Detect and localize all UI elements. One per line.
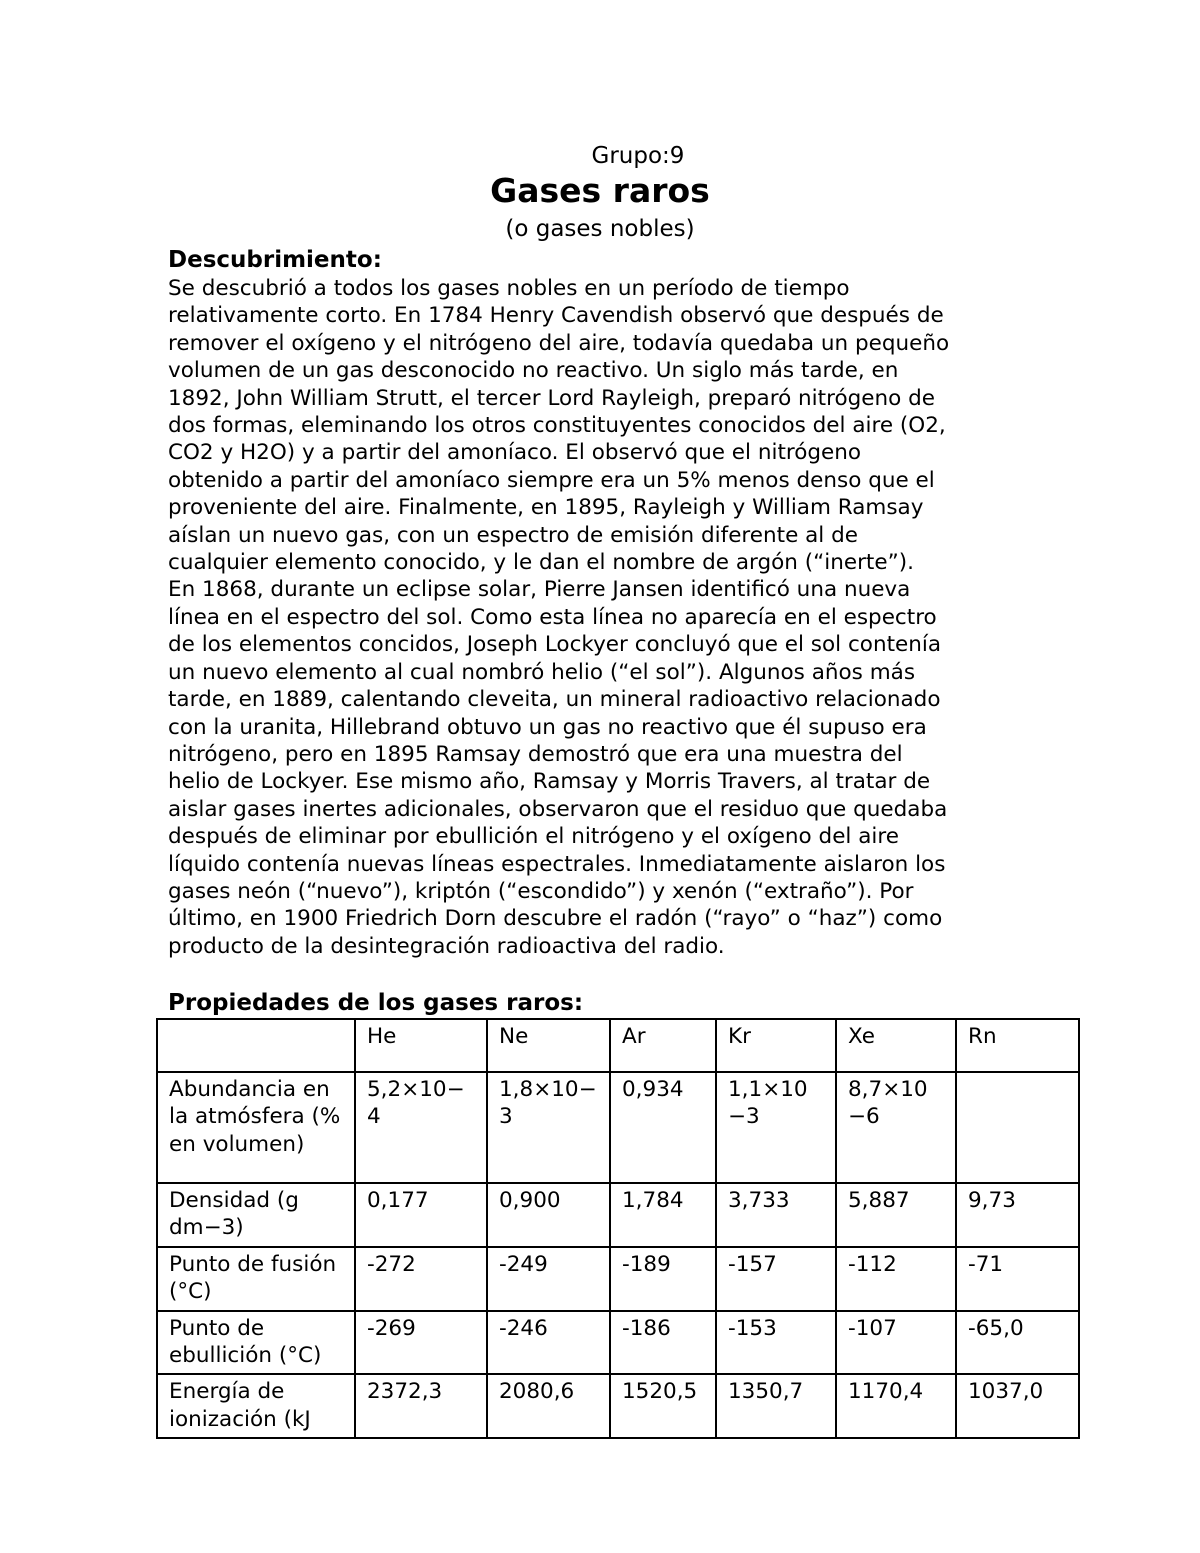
table-cell: 1350,7 — [716, 1374, 836, 1438]
document-subtitle: (o gases nobles) — [505, 216, 695, 242]
header-cell-kr: Kr — [716, 1019, 836, 1072]
paragraph-line: CO2 y H2O) y a partir del amoníaco. El observó que el nitrógeno — [168, 440, 862, 466]
table-cell: -107 — [836, 1311, 956, 1375]
paragraph-line: volumen de un gas desconocido no reactivo. Un siglo más tarde, en — [168, 358, 899, 384]
table-cell: 1,8×10−3 — [487, 1072, 610, 1183]
table-cell: 1037,0 — [956, 1374, 1079, 1438]
table-cell: 0,177 — [355, 1183, 487, 1247]
table-cell: 1,1×10−3 — [716, 1072, 836, 1183]
paragraph-line: obtenido a partir del amoníaco siempre era un 5% menos denso que el — [168, 467, 935, 493]
table-cell: -112 — [836, 1247, 956, 1311]
table-cell: 0,934 — [610, 1072, 716, 1183]
table-cell: 2080,6 — [487, 1374, 610, 1438]
paragraph-line: proveniente del aire. Finalmente, en 1895, Rayleigh y William Ramsay — [168, 495, 924, 521]
table-row-melting-point — [157, 1247, 1079, 1311]
row-label: Punto de ebullición (°C) — [157, 1311, 355, 1375]
paragraph-line: relativamente corto. En 1784 Henry Cavendish observó que después de — [168, 303, 944, 329]
paragraph-line: cualquier elemento conocido, y le dan el nombre de argón (“inerte”). — [168, 550, 914, 576]
table-cell: 5,2×10−4 — [355, 1072, 487, 1183]
table-cell: -269 — [355, 1311, 487, 1375]
paragraph-line: 1892, John William Strutt, el tercer Lord Rayleigh, preparó nitrógeno de — [168, 385, 935, 411]
paragraph-line: producto de la desintegración radioactiva del radio. — [168, 933, 725, 959]
document-title: Gases raros — [490, 171, 710, 210]
table-row-ionization-energy — [157, 1374, 1079, 1438]
table-cell: 1170,4 — [836, 1374, 956, 1438]
table-cell: -249 — [487, 1247, 610, 1311]
paragraph-line: helio de Lockyer. Ese mismo año, Ramsay y Morris Travers, al tratar de — [168, 769, 931, 795]
discovery-paragraph — [168, 275, 1048, 960]
table-cell: 3,733 — [716, 1183, 836, 1247]
paragraph-line: Se descubrió a todos los gases nobles en un período de tiempo — [168, 276, 850, 301]
table-row-abundance — [157, 1072, 1079, 1183]
properties-heading: Propiedades de los gases raros: — [168, 990, 584, 1016]
discovery-heading: Descubrimiento: — [168, 247, 382, 273]
paragraph-line: línea en el espectro del sol. Como esta línea no aparecía en el espectro — [168, 604, 937, 630]
table-cell: -272 — [355, 1247, 487, 1311]
row-label: Densidad (g dm−3) — [157, 1183, 355, 1247]
table-cell: -189 — [610, 1247, 716, 1311]
paragraph-line: último, en 1900 Friedrich Dorn descubre el radón (“rayo” o “haz”) como — [168, 906, 943, 932]
header-cell-ar: Ar — [610, 1019, 716, 1072]
table-row-boiling-point — [157, 1311, 1079, 1375]
header-cell-empty — [157, 1019, 355, 1072]
table-cell: 9,73 — [956, 1183, 1079, 1247]
paragraph-line: tarde, en 1889, calentando cleveita, un mineral radioactivo relacionado — [168, 687, 941, 713]
table-row-density — [157, 1183, 1079, 1247]
table-cell: -186 — [610, 1311, 716, 1375]
paragraph-line: dos formas, eleminando los otros constituyentes conocidos del aire (O2, — [168, 413, 946, 439]
group-number: Grupo:9 — [591, 143, 685, 169]
table-cell: -246 — [487, 1311, 610, 1375]
row-label: Energía de ionización (kJ — [157, 1374, 355, 1438]
row-label: Abundancia en la atmósfera (% en volumen) — [157, 1072, 355, 1183]
properties-table — [156, 1018, 1080, 1439]
paragraph-line: nitrógeno, pero en 1895 Ramsay demostró que era una muestra del — [168, 741, 903, 767]
table-cell: 2372,3 — [355, 1374, 487, 1438]
paragraph-line: gases neón (“nuevo”), kriptón (“escondido”) y xenón (“extraño”). Por — [168, 878, 914, 904]
paragraph-line: líquido contenía nuevas líneas espectrales. Inmediatamente aislaron los — [168, 851, 946, 877]
table-cell: 1,784 — [610, 1183, 716, 1247]
row-label: Punto de fusión (°C) — [157, 1247, 355, 1311]
paragraph-line: de los elementos concidos, Joseph Lockyer concluyó que el sol contenía — [168, 632, 942, 658]
paragraph-line: aislar gases inertes adicionales, observaron que el residuo que quedaba — [168, 796, 948, 822]
header-cell-ne: Ne — [487, 1019, 610, 1072]
table-cell: -71 — [956, 1247, 1079, 1311]
table-cell: 8,7×10−6 — [836, 1072, 956, 1183]
header-cell-rn: Rn — [956, 1019, 1079, 1072]
paragraph-line: con la uranita, Hillebrand obtuvo un gas no reactivo que él supuso era — [168, 714, 927, 740]
paragraph-line: remover el oxígeno y el nitrógeno del aire, todavía quedaba un pequeño — [168, 330, 950, 356]
table-cell: -65,0 — [956, 1311, 1079, 1375]
table-cell: 0,900 — [487, 1183, 610, 1247]
table-cell: 5,887 — [836, 1183, 956, 1247]
table-header-row — [157, 1019, 1079, 1072]
header-cell-xe: Xe — [836, 1019, 956, 1072]
paragraph-line: aíslan un nuevo gas, con un espectro de emisión diferente al de — [168, 522, 858, 548]
table-cell — [956, 1072, 1079, 1183]
table-cell: -153 — [716, 1311, 836, 1375]
header-cell-he: He — [355, 1019, 487, 1072]
paragraph-line: después de eliminar por ebullición el nitrógeno y el oxígeno del aire — [168, 824, 899, 850]
table-cell: -157 — [716, 1247, 836, 1311]
paragraph-line: En 1868, durante un eclipse solar, Pierre Jansen identificó una nueva — [168, 577, 911, 603]
table-cell: 1520,5 — [610, 1374, 716, 1438]
paragraph-line: un nuevo elemento al cual nombró helio (“el sol”). Algunos años más — [168, 659, 916, 685]
